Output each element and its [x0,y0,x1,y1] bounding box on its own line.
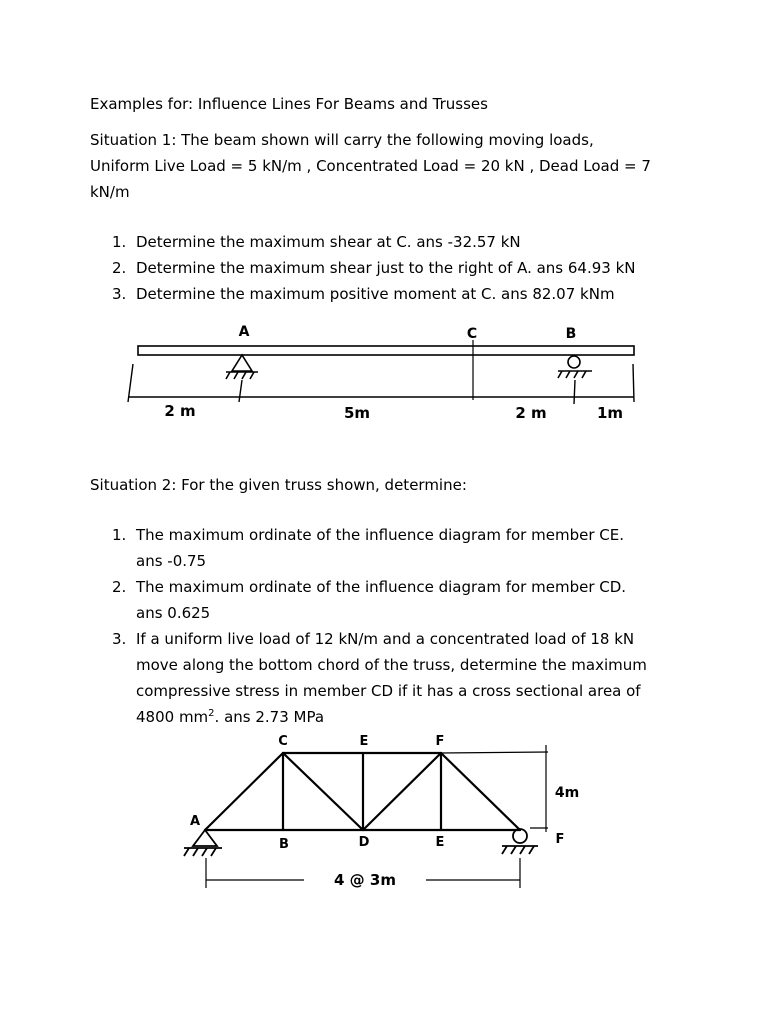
height-dimension-label: 4m [554,785,580,801]
situation1-line-1: Situation 1: The beam shown will carry the following moving loads, [90,131,594,149]
dim-2m-left: 2 m [164,402,196,420]
question-text: Determine the maximum positive moment at C. ans 82.07 kNm [136,285,615,303]
situation1-line-3: kN/m [90,183,130,201]
situation2-intro: Situation 2: For the given truss shown, determine: [90,476,467,494]
roller-support-f [502,829,538,854]
list-item: 3. Determine the maximum positive moment at C. ans 82.07 kNm [112,285,615,303]
question-text: Determine the maximum shear at C. ans -32.57 kN [136,233,521,251]
list-item: 2. Determine the maximum shear just to the right of A. ans 64.93 kN [112,259,636,277]
node-label-f-top: F [435,734,445,749]
node-label-d: D [358,835,370,850]
question-text-line-2: move along the bottom chord of the truss, determine the maximum [136,656,647,674]
label-a: A [238,324,250,340]
node-label-f-bottom: F [555,832,565,847]
span-dimension-label: 4 @ 3m [334,871,396,889]
question-answer: ans 0.625 [136,604,211,622]
node-label-e-bottom: E [435,835,445,850]
list-item: 1. Determine the maximum shear at C. ans -32.57 kN [112,233,521,251]
pin-support-a [184,830,222,856]
label-b: B [565,326,577,342]
situation1-line-2: Uniform Live Load = 5 kN/m , Concentrated Load = 20 kN , Dead Load = 7 [90,157,651,175]
document-title: Examples for: Influence Lines For Beams and Trusses [90,95,488,113]
question-answer: ans -0.75 [136,552,207,570]
question-text-line-1: If a uniform live load of 12 kN/m and a concentrated load of 18 kN [136,630,635,648]
question-text: Determine the maximum shear just to the right of A. ans 64.93 kN [136,259,636,277]
question-text: The maximum ordinate of the influence diagram for member CE. [136,526,624,544]
node-label-c: C [278,734,288,749]
node-label-a: A [189,814,201,829]
dim-5m: 5m [343,404,371,422]
label-c: C [466,326,478,342]
node-label-b: B [279,837,289,852]
height-extension-line [441,752,548,753]
list-item: 2. The maximum ordinate of the influence diagram for member CD. ans 0.625 [112,578,627,622]
dim-1m: 1m [596,404,624,422]
question-text-line-4: 4800 $mm^2$. ans 2.73 MPa [136,708,325,726]
node-label-e-top: E [359,734,369,749]
question-text-line-3: compressive stress in member CD if it has a cross sectional area of [136,682,641,700]
list-item: 1. The maximum ordinate of the influence diagram for member CE. ans -0.75 [112,526,624,570]
question-text: The maximum ordinate of the influence diagram for member CD. [136,578,627,596]
dim-2m-right: 2 m [515,404,547,422]
truss-members [205,753,520,830]
list-item: 3. If a uniform live load of 12 kN/m and a concentrated load of 18 kN move along the bottom chord of the truss, determine the maximum compressive stress in member CD if it has a cross sectional area of 4800 $mm^2$. ans 2.73 MPa [112,630,647,726]
